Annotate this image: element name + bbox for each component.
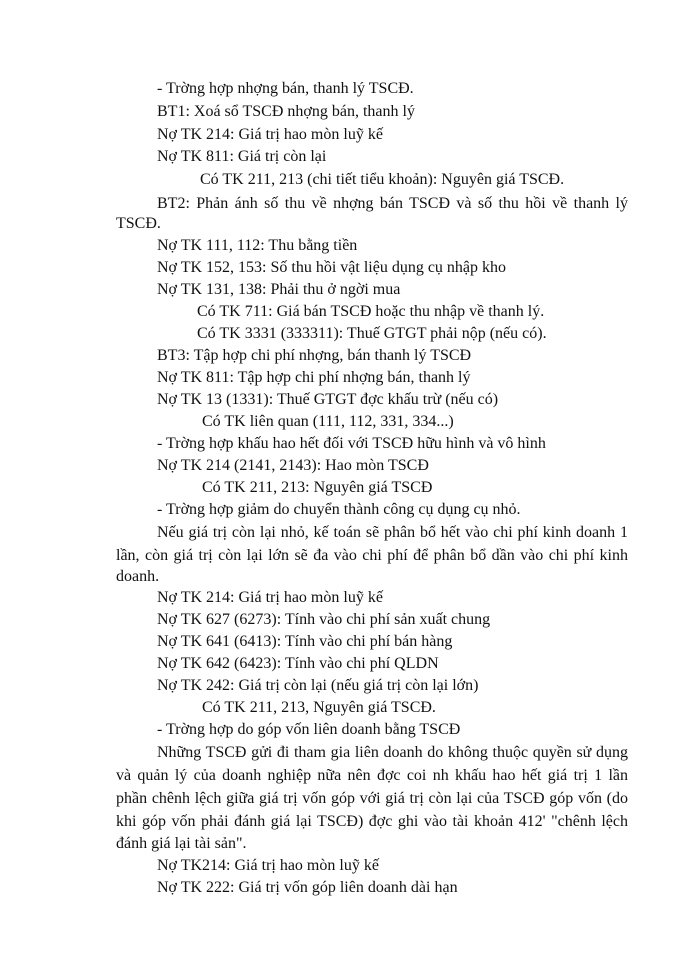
text-line: BT1: Xoá sổ TSCĐ nhợng bán, thanh lý: [157, 103, 415, 120]
text-line: BT2: Phản ánh số thu về nhợng bán TSCĐ và số thu hồi về thanh lý: [157, 195, 628, 212]
text-line: - Trờng hợp khấu hao hết đối với TSCĐ hữu hình và vô hình: [157, 435, 546, 452]
text-line: Nợ TK 214: Giá trị hao mòn luỹ kế: [157, 589, 383, 606]
text-line: Nợ TK 641 (6413): Tính vào chi phí bán hàng: [157, 633, 453, 650]
text-line: và quản lý của doanh nghiệp nữa nên đợc coi nh khấu hao hết giá trị 1 lần: [116, 767, 628, 784]
text-line: Nếu giá trị còn lại nhỏ, kế toán sẽ phân bổ hết vào chi phí kinh doanh 1: [157, 524, 628, 541]
text-line: Nợ TK 152, 153: Số thu hồi vật liệu dụng cụ nhập kho: [157, 259, 507, 276]
text-line: Nợ TK 811: Giá trị còn lại: [157, 148, 327, 165]
text-line: Nợ TK214: Giá trị hao mòn luỹ kế: [157, 857, 379, 874]
text-line: - Trờng hợp nhợng bán, thanh lý TSCĐ.: [157, 80, 414, 97]
text-line: lần, còn giá trị còn lại lớn sẽ đa vào chi phí để phân bổ dần vào chi phí kinh: [116, 547, 628, 564]
text-line: Có TK liên quan (111, 112, 331, 334...): [202, 413, 454, 430]
text-line: - Trờng hợp do góp vốn liên doanh bằng TSCĐ: [157, 721, 461, 738]
text-line: BT3: Tập hợp chi phí nhợng, bán thanh lý TSCĐ: [157, 347, 472, 364]
text-line: Nợ TK 627 (6273): Tính vào chi phí sản xuất chung: [157, 611, 491, 628]
text-line: Những TSCĐ gửi đi tham gia liên doanh do không thuộc quyền sử dụng: [157, 744, 628, 761]
text-line: Nợ TK 811: Tập hợp chi phí nhợng bán, thanh lý: [157, 369, 471, 386]
text-line: đánh giá lại tài sản".: [116, 835, 247, 852]
text-line: Có TK 211, 213: Nguyên giá TSCĐ: [202, 479, 433, 496]
text-line: phần chênh lệch giữa giá trị vốn góp với giá trị còn lại của TSCĐ góp vốn (do: [116, 790, 628, 807]
text-line: Có TK 711: Giá bán TSCĐ hoặc thu nhập về thanh lý.: [197, 303, 545, 320]
text-line: Nợ TK 242: Giá trị còn lại (nếu giá trị còn lại lớn): [157, 677, 479, 694]
text-line: Có TK 211, 213 (chi tiết tiểu khoản): Nguyên giá TSCĐ.: [200, 171, 565, 188]
text-line: doanh.: [116, 568, 160, 585]
text-line: khi góp vốn phải đánh giá lại TSCĐ) đợc ghi vào tài khoản 412' "chênh lệch: [116, 813, 628, 830]
text-line: Nợ TK 214: Giá trị hao mòn luỹ kế: [157, 126, 383, 143]
text-line: Nợ TK 214 (2141, 2143): Hao mòn TSCĐ: [157, 457, 429, 474]
text-line: Nợ TK 222: Giá trị vốn góp liên doanh dài hạn: [157, 879, 458, 896]
text-line: Có TK 211, 213, Nguyên giá TSCĐ.: [202, 699, 436, 716]
text-line: Có TK 3331 (333311): Thuế GTGT phải nộp (nếu có).: [197, 325, 547, 342]
text-line: Nợ TK 642 (6423): Tính vào chi phí QLDN: [157, 655, 439, 672]
text-line: Nợ TK 131, 138: Phải thu ở ngời mua: [157, 281, 401, 298]
text-line: TSCĐ.: [116, 215, 161, 232]
text-line: - Trờng hợp giảm do chuyển thành công cụ dụng cụ nhỏ.: [157, 501, 521, 518]
text-line: Nợ TK 111, 112: Thu bằng tiền: [157, 237, 358, 254]
text-line: Nợ TK 13 (1331): Thuế GTGT đợc khấu trừ (nếu có): [157, 391, 499, 408]
